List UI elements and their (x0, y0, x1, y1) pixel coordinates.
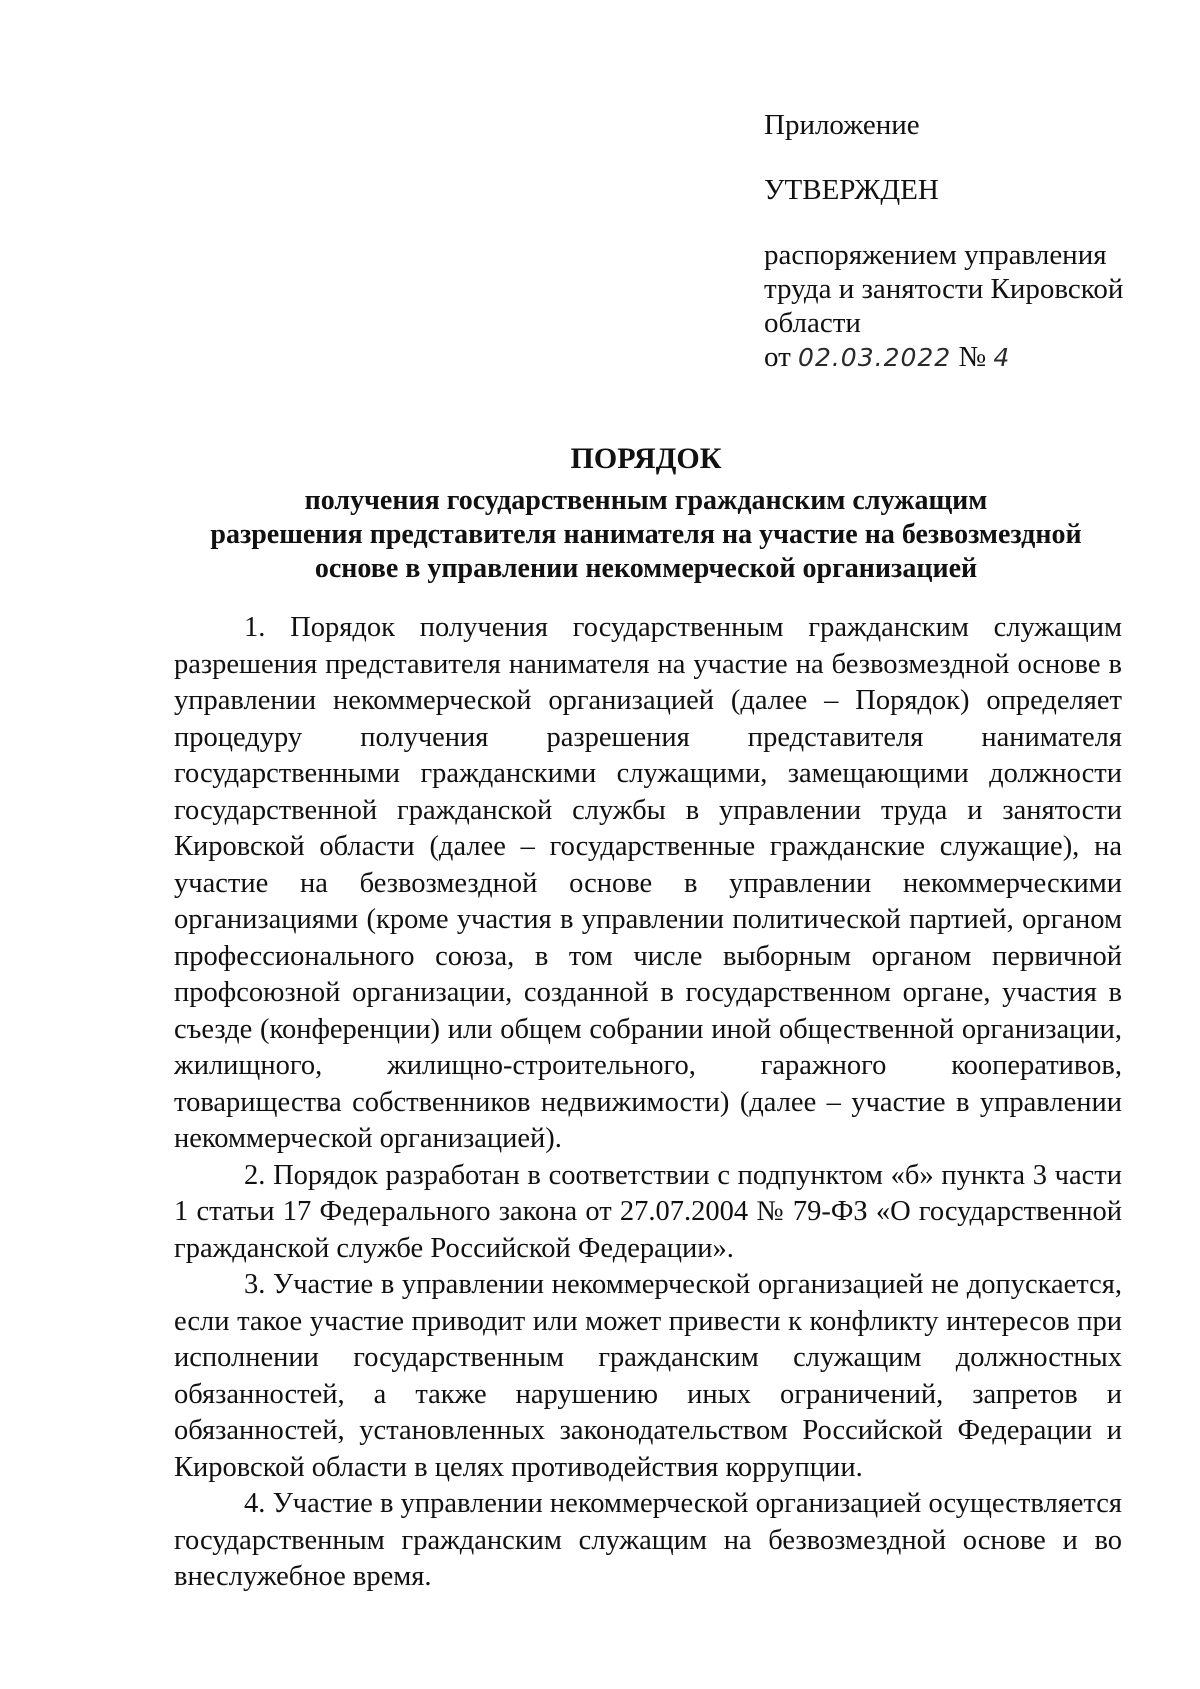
paragraph-3: 3. Участие в управлении некоммерческой организацией не допускается, если такое участие приводит или может привести к конфликту интересов при исполнении государственным гражданским служащим должностных обязанностей, а также нарушению иных ограничений, запретов и обязанностей, установленных законодательством Российской Федерации и Кировской области в целях противодействия коррупции. (174, 1269, 1122, 1483)
handwritten-date: 02.03.2022 (798, 343, 952, 372)
approval-stamp-block (764, 108, 1184, 375)
title-line-3: основе в управлении некоммерческой организацией (314, 553, 978, 584)
appendix-label: Приложение (764, 109, 920, 141)
approved-by-line-2: труда и занятости Кировской (764, 273, 1124, 305)
title-main: ПОРЯДОК (570, 442, 722, 475)
document-body (174, 610, 1122, 1596)
title-line-1: получения государственным гражданским служащим (304, 485, 988, 516)
approval-date-line (764, 340, 1184, 375)
paragraph-1: 1. Порядок получения государственным гражданским служащим разрешения представителя нанимателя на участие на безвозмездной основе в управлении некоммерческой организацией (далее – Порядок) определяет процедуру получения разрешения представителя нанимателя государственными гражданскими служащими, замещающими должности государственной гражданской службы в управлении труда и занятости Кировской области (далее – государственные гражданские служащие), на участие на безвозмездной основе в управлении некоммерческими организациями (кроме участия в управлении политической партией, органом профессионального союза, в том числе выборным органом первичной профсоюзной организации, созданной в государственном органе, участия в съезде (конференции) или общем собрании иной общественной организации, жилищного, жилищно-строительного, гаражного кооперативов, товарищества собственников недвижимости) (далее – участие в управлении некоммерческой организацией). (174, 612, 1122, 1154)
paragraph-2: 2. Порядок разработан в соответствии с подпунктом «б» пункта 3 части 1 статьи 17 Федерального закона от 27.07.2004 № 79-ФЗ «О государственной гражданской службе Российской Федерации». (174, 1159, 1122, 1264)
approved-label: УТВЕРЖДЕН (764, 174, 939, 206)
paragraph-4: 4. Участие в управлении некоммерческой организацией осуществляется государственным гражданским служащим на безвозмездной основе и во внеслужебное время. (174, 1488, 1122, 1592)
date-prefix: от (764, 341, 791, 373)
approved-by-line-1: распоряжением управления (764, 239, 1107, 271)
title-line-2: разрешения представителя нанимателя на участие на безвозмездной (210, 519, 1082, 550)
document-title (170, 442, 1122, 586)
number-prefix: № (958, 341, 987, 373)
approved-by-line-3: области (764, 307, 861, 339)
handwritten-number: 4 (993, 343, 1011, 372)
